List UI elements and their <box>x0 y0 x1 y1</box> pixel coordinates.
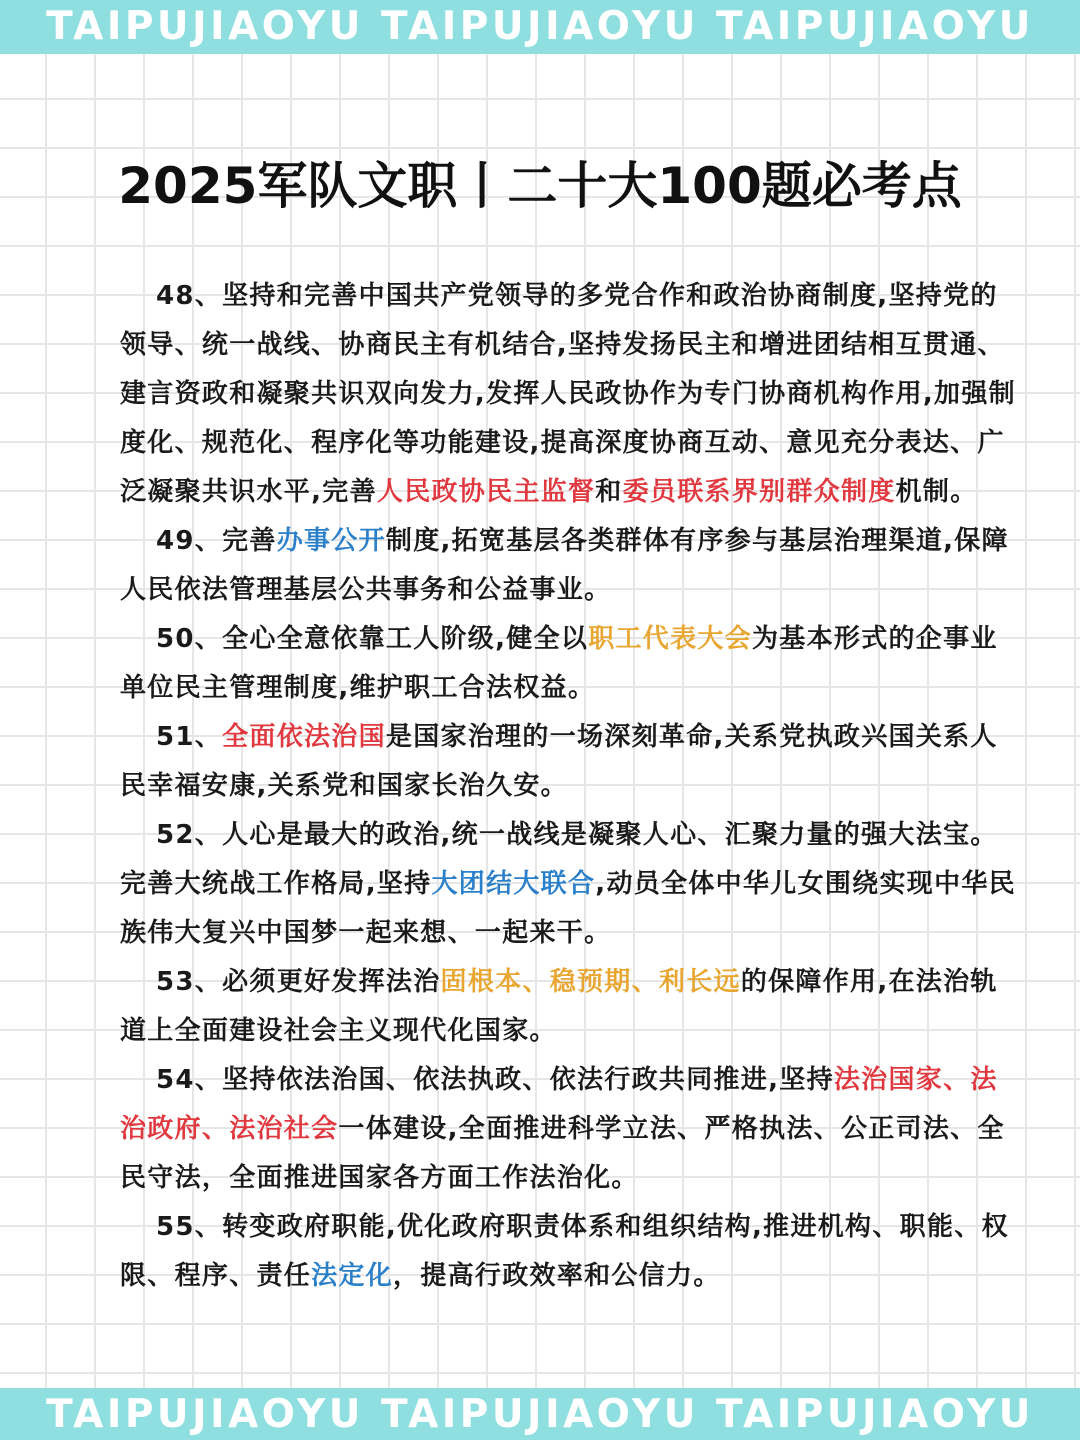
highlight-red: 人民政协民主监督 <box>376 477 596 507</box>
item-number: 51 <box>156 722 195 752</box>
top-banner <box>0 0 1080 54</box>
top-banner-text: TAIPUJIAOYU TAIPUJIAOYU TAIPUJIAOYU <box>46 4 1034 49</box>
item-number: 48 <box>156 281 195 311</box>
item-55: 55、转变政府职能,优化政府职责体系和组织结构,推进机构、职能、权限、程序、责任法定化，提高行政效率和公信力。 <box>120 1212 1009 1291</box>
item-number: 52 <box>156 820 195 850</box>
bottom-banner-text: TAIPUJIAOYU TAIPUJIAOYU TAIPUJIAOYU <box>46 1392 1034 1437</box>
highlight-blue: 办事公开 <box>276 526 386 556</box>
item-49: 49、完善办事公开制度,拓宽基层各类群体有序参与基层治理渠道,保障人民依法管理基层公共事务和公益事业。 <box>120 526 1009 605</box>
highlight-red: 委员联系界别群众制度 <box>622 477 896 507</box>
page-title: 2025军队文职丨二十大100题必考点 <box>118 157 962 215</box>
bottom-banner <box>0 1388 1080 1440</box>
highlight-orange: 职工代表大会 <box>588 624 752 654</box>
item-51: 51、全面依法治国是国家治理的一场深刻革命,关系党执政兴国关系人民幸福安康,关系党和国家长治久安。 <box>120 722 998 801</box>
highlight-blue: 法定化 <box>311 1261 394 1291</box>
highlight-red: 法治国家、法治政府、法治社会 <box>120 1065 998 1144</box>
item-number: 50 <box>156 624 195 654</box>
highlight-red: 全面依法治国 <box>222 722 386 752</box>
content-body <box>120 272 1020 1301</box>
item-number: 55 <box>156 1212 195 1242</box>
item-53: 53、必须更好发挥法治固根本、稳预期、利长远的保障作用,在法治轨道上全面建设社会主义现代化国家。 <box>120 967 998 1046</box>
item-50: 50、全心全意依靠工人阶级,健全以职工代表大会为基本形式的企事业单位民主管理制度,维护职工合法权益。 <box>120 624 998 703</box>
item-54: 54、坚持依法治国、依法执政、依法行政共同推进,坚持法治国家、法治政府、法治社会一体建设,全面推进科学立法、严格执法、公正司法、全民守法，全面推进国家各方面工作法治化。 <box>120 1065 1005 1193</box>
highlight-blue: 大团结大联合 <box>431 869 596 899</box>
item-number: 53 <box>156 967 195 997</box>
item-number: 49 <box>156 526 195 556</box>
item-52: 52、人心是最大的政治,统一战线是凝聚人心、汇聚力量的强大法宝。完善大统战工作格局,坚持大团结大联合,动员全体中华儿女围绕实现中华民族伟大复兴中国梦一起来想、一起来干。 <box>120 820 1016 948</box>
item-48: 48、坚持和完善中国共产党领导的多党合作和政治协商制度,坚持党的领导、统一战线、协商民主有机结合,坚持发扬民主和增进团结相互贯通、建言资政和凝聚共识双向发力,发挥人民政协作为专门协商机构作用,加强制度化、规范化、程序化等功能建设,提高深度协商互动、意见充分表达、广泛凝聚共识水平,完善人民政协民主监督和委员联系界别群众制度机制。 <box>120 281 1016 507</box>
item-number: 54 <box>156 1065 195 1095</box>
highlight-orange: 固根本、稳预期、利长远 <box>440 967 741 997</box>
